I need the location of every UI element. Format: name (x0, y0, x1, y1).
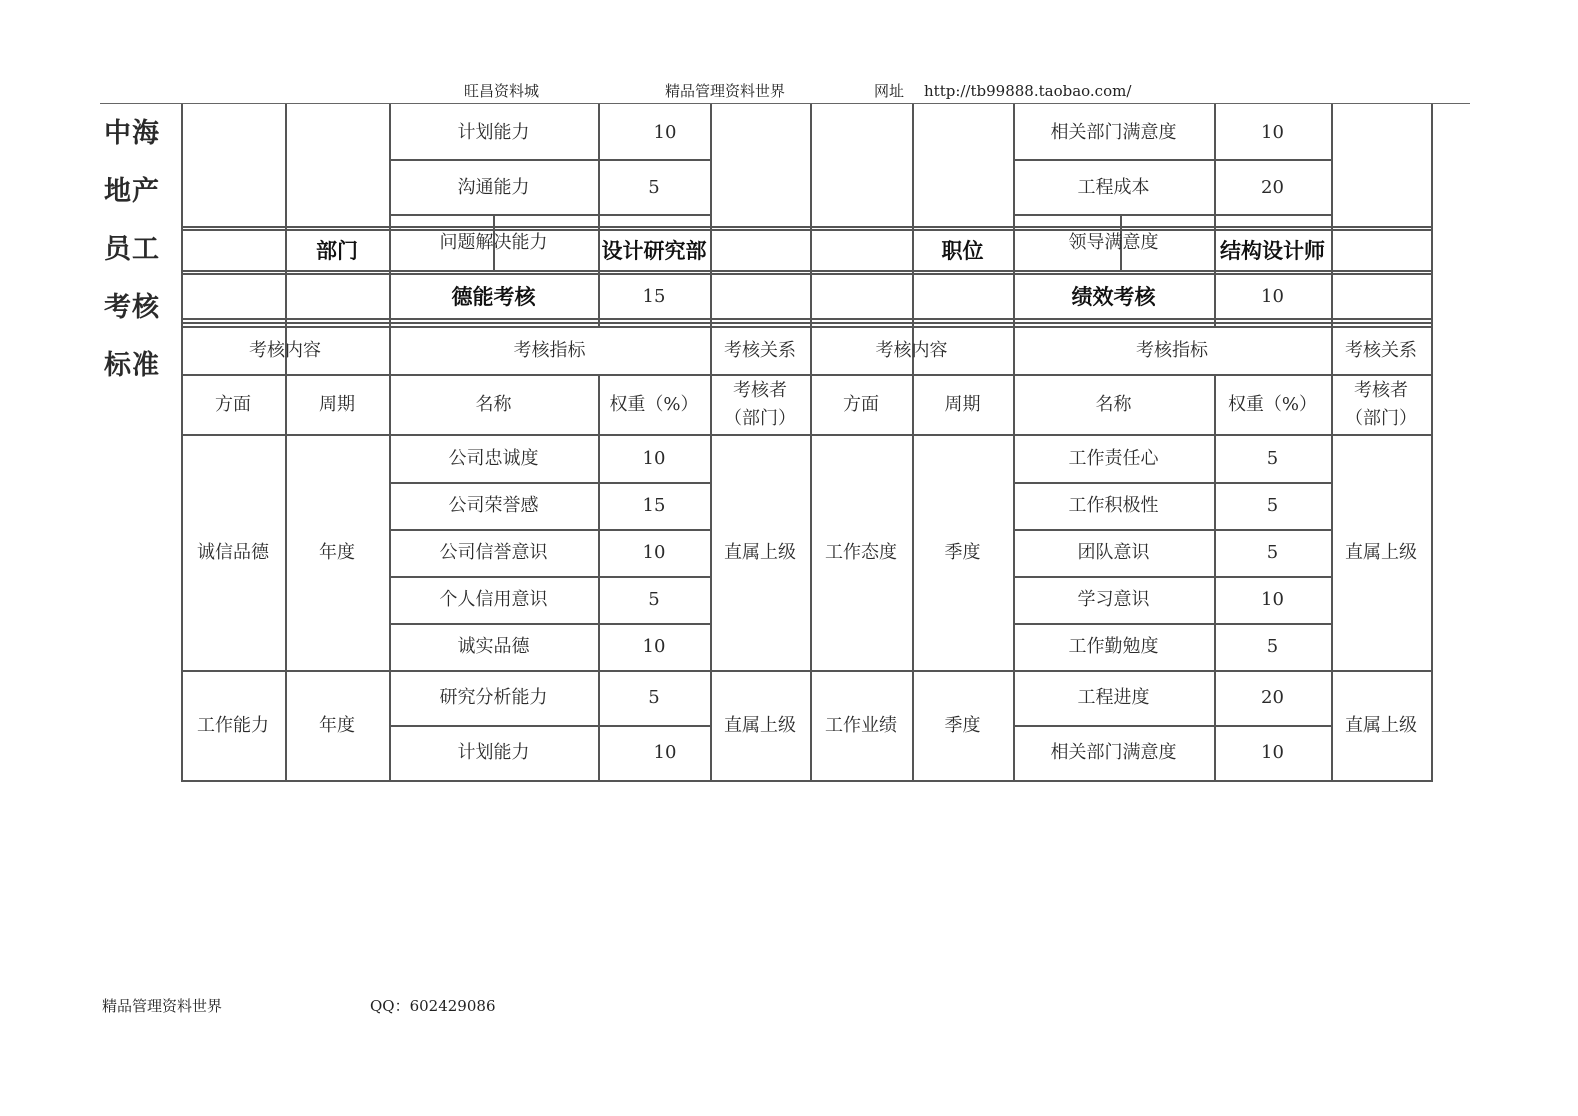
header-weight-left: 权重（%） (609, 393, 699, 415)
header-name-right: 名称 (1095, 393, 1132, 415)
overflow-right-name-1: 相关部门满意度 (1050, 121, 1177, 143)
indicator-name: 研究分析能力 (439, 687, 548, 708)
indicator-name: 团队意识 (1077, 542, 1150, 563)
footer-qq: QQ：602429086 (370, 997, 496, 1015)
indicator-name: 公司忠诚度 (448, 447, 539, 469)
indicator-weight: 20 (1261, 687, 1284, 708)
indicator-name: 相关部门满意度 (1050, 742, 1177, 763)
overflow-right-weight-2: 20 (1261, 176, 1284, 198)
header-period-left: 周期 (319, 393, 355, 415)
header-aspect-left: 方面 (215, 393, 251, 415)
indicator-name: 工作积极性 (1068, 495, 1159, 516)
indicator-weight: 5 (648, 687, 660, 708)
doc-title-line-1: 中海 (104, 118, 160, 149)
header-period-right: 周期 (944, 393, 981, 415)
right-group-2-aspect: 工作业绩 (825, 714, 897, 736)
indicator-weight: 5 (1266, 495, 1279, 516)
overflow-left-name-3: 问题解决能力 (439, 232, 548, 253)
indicator-name: 公司信誉意识 (439, 542, 548, 563)
doc-title-line-4: 考核 (104, 292, 160, 323)
indicator-weight: 5 (1266, 542, 1279, 563)
left-group-2-assessor: 直属上级 (724, 714, 796, 736)
indicator-weight: 10 (1261, 742, 1284, 763)
doc-title-line-3: 员工 (104, 234, 160, 265)
section-title-performance: 绩效考核 (1071, 285, 1156, 309)
indicator-weight: 5 (1266, 447, 1279, 469)
header-content-left: 考核内容 (249, 339, 321, 361)
indicator-name: 个人信用意识 (439, 589, 548, 610)
indicator-weight: 15 (642, 495, 666, 516)
indicator-name: 工作勤勉度 (1068, 636, 1159, 657)
header-world-name: 精品管理资料世界 (665, 82, 786, 100)
overflow-right-weight-1: 10 (1261, 121, 1284, 143)
header-assessor-right: 考核者 （部门） (1345, 379, 1417, 429)
overflow-right-name-3: 领导满意度 (1068, 232, 1159, 253)
left-group-1-assessor: 直属上级 (724, 541, 796, 563)
position-value: 结构设计师 (1220, 239, 1325, 263)
indicator-name: 诚实品德 (457, 636, 530, 657)
indicator-weight: 10 (642, 542, 666, 563)
overflow-right-name-2: 工程成本 (1077, 176, 1150, 198)
indicator-name: 公司荣誉感 (448, 495, 539, 516)
header-indicator-left: 考核指标 (513, 339, 586, 361)
right-group-2-period: 季度 (944, 714, 981, 736)
indicator-name: 计划能力 (457, 742, 530, 763)
header-indicator-right: 考核指标 (1136, 339, 1208, 361)
header-assessor-left: 考核者 （部门） (724, 379, 796, 429)
header-shop-name: 旺昌资料城 (464, 82, 540, 100)
header-name-left: 名称 (475, 393, 512, 415)
doc-title-line-5: 标准 (104, 350, 160, 381)
right-group-1-assessor: 直属上级 (1345, 541, 1417, 563)
header-aspect-right: 方面 (843, 393, 879, 415)
indicator-weight: 10 (642, 447, 666, 469)
overflow-left-name-2: 沟通能力 (457, 176, 530, 198)
left-group-1-period: 年度 (319, 541, 355, 563)
indicator-name: 工作责任心 (1068, 447, 1159, 469)
header-divider (100, 103, 1470, 104)
indicator-name: 学习意识 (1077, 589, 1150, 610)
dept-value: 设计研究部 (601, 239, 707, 263)
indicator-weight: 5 (1266, 636, 1279, 657)
overflow-left-weight-4: 15 (642, 286, 666, 307)
overflow-left-weight-1: 10 (653, 121, 677, 143)
right-group-2-assessor: 直属上级 (1345, 714, 1417, 736)
left-group-2-aspect: 工作能力 (197, 714, 269, 736)
overflow-left-name-1: 计划能力 (457, 121, 530, 143)
right-group-1-aspect: 工作态度 (825, 541, 897, 563)
right-group-1-period: 季度 (944, 541, 981, 563)
indicator-name: 工程进度 (1077, 687, 1150, 708)
left-group-1-aspect: 诚信品德 (197, 541, 269, 563)
indicator-weight: 10 (653, 742, 677, 763)
overflow-right-weight-4: 10 (1261, 286, 1284, 307)
indicator-weight: 10 (642, 636, 666, 657)
left-group-2-period: 年度 (319, 714, 355, 736)
header-url[interactable]: http://tb99888.taobao.com/ (924, 82, 1132, 100)
header-relation-right: 考核关系 (1345, 339, 1417, 361)
overflow-left-weight-2: 5 (648, 176, 660, 198)
footer-world-name: 精品管理资料世界 (102, 997, 223, 1015)
header-content-right: 考核内容 (875, 339, 948, 361)
dept-label: 部门 (316, 239, 358, 263)
doc-title-line-2: 地产 (104, 176, 160, 207)
indicator-weight: 10 (1261, 589, 1284, 610)
header-relation-left: 考核关系 (724, 339, 796, 361)
position-label: 职位 (941, 239, 984, 263)
header-url-label: 网址 (874, 82, 905, 100)
section-title-virtue: 德能考核 (451, 285, 536, 309)
header-weight-right: 权重（%） (1227, 393, 1318, 415)
indicator-weight: 5 (648, 589, 660, 610)
